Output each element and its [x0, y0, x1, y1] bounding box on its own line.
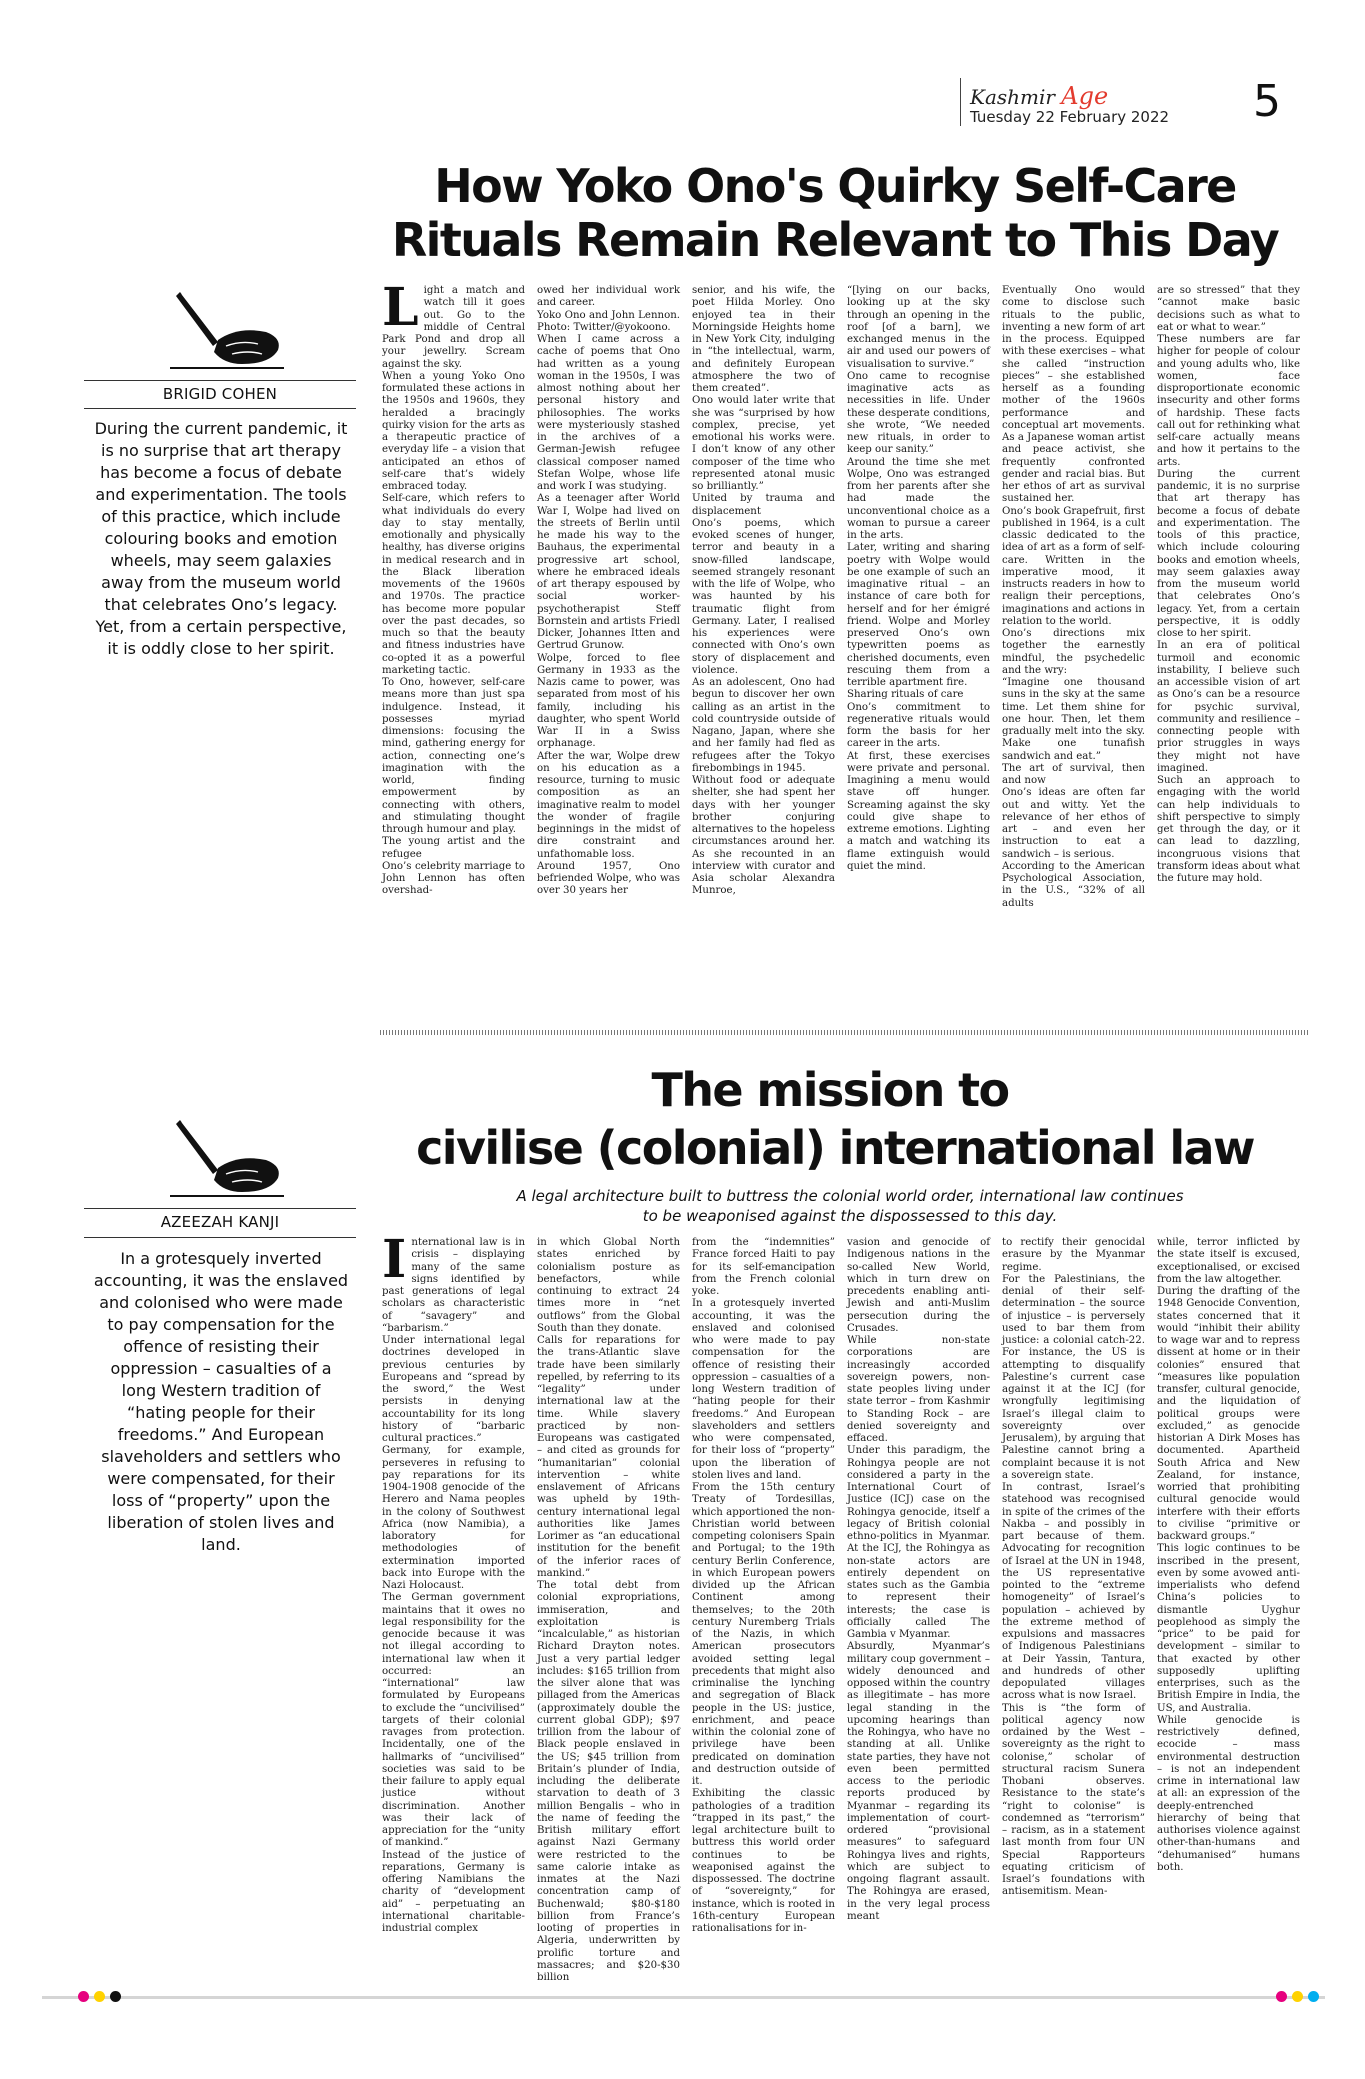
dropcap: I: [382, 1229, 407, 1290]
byline-rule-bottom: [84, 408, 356, 409]
footer-rule: [42, 1996, 1325, 1999]
registration-dot: [110, 1991, 121, 2002]
article2-byline: AZEEZAH KANJI: [160, 1213, 280, 1231]
publication-date: Tuesday 22 February 2022: [970, 108, 1170, 126]
pen-in-hand-icon: [158, 280, 288, 370]
article1-column-4: “[lying on our backs, looking up at the sky through an opening in the roof [of a barn], we exchanged menus in the air and used our powers of visualisation to survive.” Ono came to recognise imaginative acts as necessities in life. Under these desperate conditions, she wrote, “We needed new rituals, in order to keep our sanity.” Around the time she met Wolpe, Ono was estranged from her parents after she had made the unconventional choice as a woman to pursue a career in the arts. Later, writing and sharing poetry with Wolpe would be one example of such an imaginative ritual – an instance of care both for herself and for her émigré friend. Wolpe and Morley preserved Ono’s own typewritten poems as cherished documents, even rescuing them from a terrible apartment fire. Sharing rituals of care Ono’s commitment to regenerative rituals would form the basis for her career in the arts. At first, these exercises were private and personal. Imagining a menu would stave off hunger. Screaming against the sky could give shape to extreme emotions. Lighting a match and watching its flame extinguish would quiet the mind.: [847, 285, 990, 872]
article2-headline-line1: The mission to: [651, 1063, 1009, 1117]
article1-pull-quote: During the current pandemic, it is no surprise that art therapy has become a focus of debate and experimentation. The tools of this practice, which include colouring books and emotion wheels, may seem galaxies away from the museum world that celebrates Ono’s legacy. Yet, from a certain perspective, it is oddly close to her spirit.: [94, 419, 348, 658]
byline-rule-top: [84, 1208, 356, 1209]
dropcap: L: [382, 277, 419, 338]
column-text: ight a match and watch till it goes out. Go to the middle of Central Park Pond and drop all your jewellry. Scream against the sky. When a young Yoko Ono formulated these actions in the 1950s and 1960s, they heralded a bracingly quirky vision for the arts as a therapeutic practice of everyday life – a vision that anticipated an ethos of self-care that’s widely embraced today. Self-care, which refers to what individuals do every day to stay mentally, emotionally and physically healthy, has diverse origins in medical research and in the Black liberation movements of the 1960s and 1970s. The practice has become more popular over the past decades, so much so that the beauty and fitness industries have co-opted it as a powerful marketing tactic. To Ono, however, self-care means more than just spa indulgence. Instead, it possesses myriad dimensions: focusing the mind, gathering energy for action, connecting one’s imagination with the world, finding empowerment by connecting with others, and stimulating thought through humour and play. The young artist and the refugee Ono’s celebrity marriage to John Lennon has often overshad-: [382, 285, 525, 897]
standfirst-line2: to be weaponised against the dispossessed to this day.: [642, 1207, 1058, 1225]
registration-dot: [94, 1991, 105, 2002]
article2-column-5: to rectify their genocidal erasure by the Myanmar regime. For the Palestinians, the denial of their self-determination – the source of injustice – is perversely used to bar them from justice: a colonial catch-22. For instance, the US is attempting to disqualify Palestine’s current case against it at the ICJ (for wrongfully legitimising Israel’s illegal claim to sovereignty over Jerusalem), by arguing that Palestine cannot bring a complaint because it is not a sovereign state. In contrast, Israel’s statehood was recognised in spite of the crimes of the Nakba – and possibly in part because of them. Advocating for recognition of Israel at the UN in 1948, the US representative pointed to the “extreme homogeneity” of Israel’s population – achieved by the extreme method of expulsions and massacres of Indigenous Palestinians at Deir Yassin, Tantura, and hundreds of other depopulated villages across what is now Israel. This is “the form of political agency now ordained by the West – sovereignty as the right to colonise,” scholar of structural racism Sunera Thobani observes. Resistance to the state’s “right to colonise” is condemned as “terrorism” – racism, as in a statement last month from four UN Special Rapporteurs equating criticism of Israel’s foundations with antisemitism. Mean-: [1002, 1237, 1145, 1898]
article1-column-2: owed her individual work and career. Yoko Ono and John Lennon. Photo: Twitter/@yokoono. When I came across a cache of poems that Ono had written as a young woman in the 1950s, I was almost nothing about her personal history and philosophies. The works were mysteriously stashed in the archives of a German-Jewish refugee classical composer named Stefan Wolpe, whose life and work I was studying. As a teenager after World War I, Wolpe had lived on the streets of Berlin until he made his way to the Bauhaus, the experimental progressive art school, where he embraced ideals of art therapy espoused by social worker-psychotherapist Steff Bornstein and artists Friedl Dicker, Johannes Itten and Gertrud Grunow. Wolpe, forced to flee Germany in 1933 as the Nazis came to power, was separated from most of his family, including his daughter, who spent World War II in a Swiss orphanage. After the war, Wolpe drew on his education as a resource, turning to music composition as an imaginative realm to model the wonder of fragile beginnings in the midst of dire constraint and unfathomable loss. Around 1957, Ono befriended Wolpe, who was over 30 years her: [537, 285, 680, 897]
registration-dot: [1276, 1991, 1287, 2002]
article2-column-6: while, terror inflicted by the state itself is excused, exceptionalised, or excised from the law altogether. During the drafting of the 1948 Genocide Convention, states concerned that it would “inhibit their ability to wage war and to repress dissent at home or in their colonies” ensured that “measures like population transfer, cultural genocide, and the liquidation of political groups were excluded,” as genocide historian A Dirk Moses has documented. Apartheid South Africa and New Zealand, for instance, worried that prohibiting cultural genocide would interfere with their efforts to civilise “primitive or backward groups.” This logic continues to be inscribed in the present, even by some avowed anti-imperialists who defend China’s policies to dismantle Uyghur peoplehood as simply the “price” to be paid for development – similar to that exacted by other supposedly uplifting enterprises, such as the British Empire in India, the US, and Australia. While genocide is restrictively defined, ecocide – mass environmental destruction – is not an independent crime in international law at all: an expression of the deeply-entrenched hierarchy of being that authorises violence against other-than-humans and “dehumanised” humans both.: [1157, 1237, 1300, 1873]
article2-pull-quote: In a grotesquely inverted accounting, it was the enslaved and colonised who were made to pay compensation for the offence of resisting their oppression – casualties of a long Western tradition of “hating people for their freedoms.” And European slaveholders and settlers who were compensated, for their loss of “property” upon the liberation of stolen lives and land.: [93, 1249, 349, 1554]
article1-headline-line1: How Yoko Ono's Quirky Self-Care: [434, 159, 1236, 213]
article1-column-1: [382, 277, 525, 1015]
article2-column-2: in which Global North states enriched by colonialism posture as benefactors, while continuing to extract 24 times more in “net outflows” from the Global South than they donate. Calls for reparations for the trans-Atlantic slave trade have been similarly repelled, by referring to its “legality” under international law at the time. While slavery practiced by non-Europeans was castigated – and cited as grounds for “humanitarian” colonial intervention – white enslavement of Africans was upheld by 19th-century international legal authorities like James Lorimer as “an educational institution for the benefit of the inferior races of mankind.” The total debt from colonial expropriations, immiseration, and exploitation is “incalculable,” as historian Richard Drayton notes. Just a very partial ledger includes: $165 trillion from the silver alone that was pillaged from the Americas (approximately double the current global GDP); $97 trillion from the labour of Black people enslaved in the US; $45 trillion from Britain’s plunder of India, including the deliberate starvation to death of 3 million Bengalis – who in the name of feeding the British military effort against Nazi Germany were restricted to the same calorie intake as inmates at the Nazi concentration camp of Buchenwald; $80-$180 billion from France’s looting of properties in Algeria, underwritten by prolific torture and massacres; and $20-$30 billion: [537, 1237, 680, 1983]
article2-column-4: vasion and genocide of Indigenous nations in the so-called New World, which in turn drew on precedents enabling anti-Jewish and anti-Muslim persecution during the Crusades. While non-state corporations are increasingly accorded sovereign powers, non-state peoples living under state terror – from Kashmir to Standing Rock – are denied sovereignty and effaced. Under this paradigm, the Rohingya people are not considered a party in the International Court of Justice (ICJ) case on the Rohingya genocide, itself a legacy of British colonial ethno-politics in Myanmar. At the ICJ, the Rohingya as non-state actors are entirely dependent on states such as the Gambia to represent their interests; the case is officially called The Gambia v Myanmar. Absurdly, Myanmar’s military coup government – widely denounced and opposed within the country as illegitimate – has more legal standing in the upcoming hearings than the Rohingya, who have no standing at all. Unlike state parties, they have not even been permitted access to the periodic reports produced by Myanmar – regarding its implementation of court-ordered “provisional measures” to safeguard Rohingya lives and rights, which are subject to ongoing flagrant assault. The Rohingya are erased, in the very legal process meant: [847, 1237, 990, 1922]
registration-dot: [1292, 1991, 1303, 2002]
article2-headline-line2: civilise (colonial) international law: [416, 1121, 1254, 1175]
masthead-rule: [960, 78, 961, 126]
article2-column-3: from the “indemnities” France forced Haiti to pay for its self-emancipation from the French colonial yoke. In a grotesquely inverted accounting, it was the enslaved and colonised who were made to pay compensation for the offence of resisting their oppression – casualties of a long Western tradition of “hating people for their freedoms.” And European slaveholders and settlers who were compensated, for their loss of “property” upon the liberation of stolen lives and land. From the 15th century Treaty of Tordesillas, which apportioned the non-Christian world between competing colonisers Spain and Portugal; to the 19th century Berlin Conference, in which European powers divided up the African Continent among themselves; to the 20th century Nuremberg Trials of the Nazis, in which American prosecutors avoided setting legal precedents that might also criminalise the lynching and segregation of Black people in the US: justice, enrichment, and peace within the colonial zone of privilege have been predicated on domination and destruction outside of it. Exhibiting the classic pathologies of a tradition “trapped in its past,” the legal architecture built to buttress this world order continues to be weaponised against the dispossessed. The doctrine of “sovereignty,” for instance, which is rooted in 16th-century European rationalisations for in-: [692, 1237, 835, 1934]
pen-in-hand-icon: [158, 1108, 288, 1198]
byline-rule-top: [84, 380, 356, 381]
registration-dot: [1308, 1991, 1319, 2002]
page-number: 5: [1253, 76, 1281, 127]
registration-dot: [78, 1991, 89, 2002]
article1-headline-line2: Rituals Remain Relevant to This Day: [391, 213, 1279, 267]
article1-column-5: Eventually Ono would come to disclose such rituals to the public, inventing a new form of art in the process. Equipped with these exercises – what she called “instruction pieces” – she established herself as a founding mother of the 1960s performance and conceptual art movements. As a Japanese woman artist and peace activist, she frequently confronted gender and racial bias. But her ethos of art as survival sustained her. Ono’s book Grapefruit, first published in 1964, is a cult classic dedicated to the idea of art as a form of self-care. Written in the imperative mood, it instructs readers in how to realign their perceptions, imaginations and actions in relation to the world. Ono’s directions mix together the earnestly mindful, the psychedelic and the wry: “Imagine one thousand suns in the sky at the same time. Let them shine for one hour. Then, let them gradually melt into the sky. Make one tunafish sandwich and eat.” The art of survival, then and now Ono’s ideas are often far out and witty. Yet the relevance of her ethos of art – and even her instruction to eat a sandwich – is serious. According to the American Psychological Association, in the U.S., “32% of all adults: [1002, 285, 1145, 909]
section-divider: [380, 1030, 1310, 1035]
standfirst-line1: A legal architecture built to buttress the colonial world order, international law continues: [516, 1187, 1184, 1205]
column-text: nternational law is in crisis – displaying many of the same signs identified by past generations of legal scholars as characteristic of “savagery” and “barbarism.” Under international legal doctrines developed in previous centuries by Europeans and “spread by the sword,” the West persists in denying accountability for its long history of “barbaric cultural practices.” Germany, for example, perseveres in refusing to pay reparations for its 1904-1908 genocide of the Herero and Nama peoples in the colony of Southwest Africa (now Namibia), a laboratory for methodologies of extermination imported back into Europe with the Nazi Holocaust. The German government maintains that it owes no legal responsibility for the genocide because it was not illegal according to international law when it occurred: an “international” law formulated by Europeans to exclude the “uncivilised” targets of their colonial ravages from protection. Incidentally, one of the hallmarks of “uncivilised” societies was said to be their failure to apply equal justice without discrimination. Another was their lack of appreciation for the “unity of mankind.” Instead of the justice of reparations, Germany is offering Namibians the charity of “development aid” – perpetuating an international charitable-industrial complex: [382, 1237, 525, 1934]
article1-column-3: senior, and his wife, the poet Hilda Morley. Ono enjoyed tea in their Morningside Heights home in New York City, indulging in “the intellectual, warm, and definitely European atmosphere the two of them created”. Ono would later write that she was “surprised by how complex, precise, yet emotional his works were. I don’t know of any other composer of the time who represented atonal music so brilliantly.” United by trauma and displacement Ono’s poems, which evoked scenes of hunger, terror and beauty in a snow-filled landscape, seemed strangely resonant with the life of Wolpe, who was haunted by his traumatic flight from Germany. Later, I realised his experiences were connected with Ono’s own story of displacement and violence. As an adolescent, Ono had begun to discover her own calling as an artist in the cold countryside outside of Nagano, Japan, where she and her family had fled as refugees after the Tokyo firebombings in 1945. Without food or adequate shelter, she had spent her days with her younger brother conjuring alternatives to the hopeless circumstances around her. As she recounted in an interview with curator and Asia scholar Alexandra Munroe,: [692, 285, 835, 897]
article2-standfirst: [420, 1186, 1280, 1226]
article2-column-1: [382, 1229, 525, 1977]
brand-accent: Age: [1061, 82, 1109, 110]
newspaper-logo: [970, 82, 1108, 110]
article1-byline: BRIGID COHEN: [162, 385, 278, 403]
byline-rule-bottom: [84, 1237, 356, 1238]
masthead: [960, 78, 1290, 126]
article1-column-6: are so stressed” that they “cannot make basic decisions such as what to eat or what to wear.” These numbers are far higher for people of colour and young adults who, like women, face disproportionate economic insecurity and other forms of hardship. These facts call out for rethinking what self-care actually means and how it pertains to the arts. During the current pandemic, it is no surprise that art therapy has become a focus of debate and experimentation. The tools of this practice, which include colouring books and emotion wheels, may seem galaxies away from the museum world that celebrates Ono’s legacy. Yet, from a certain perspective, it is oddly close to her spirit. In an era of political turmoil and economic instability, I believe such an accessible vision of art as Ono’s can be a resource for psychic survival, community and resilience – connecting people with prior struggles in ways they might not have imagined. Such an approach to engaging with the world can help individuals to shift perspective to simply get through the day, or it can lead to dazzling, incongruous visions that transform ideas about what the future may hold.: [1157, 285, 1300, 884]
brand-main: Kashmir: [970, 85, 1062, 109]
